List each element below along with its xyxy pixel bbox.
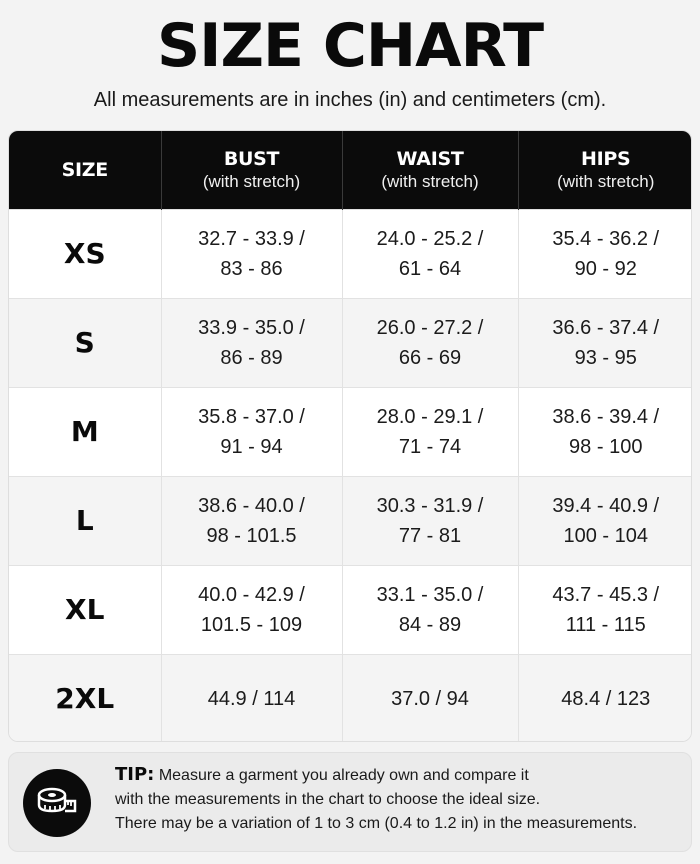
waist-inches: 33.1 - 35.0 / bbox=[376, 583, 484, 606]
hips-inches: 36.6 - 37.4 / bbox=[552, 316, 660, 339]
bust-cell bbox=[161, 209, 342, 298]
size-label: L bbox=[9, 476, 161, 565]
header-hips-label: HIPS bbox=[581, 147, 631, 170]
hips-cell bbox=[518, 298, 692, 387]
table-row bbox=[9, 654, 692, 742]
tip-line-3: There may be a variation of 1 to 3 cm (0.4 to 1.2 in) in the measurements. bbox=[115, 815, 638, 832]
waist-cm: 84 - 89 bbox=[398, 613, 462, 636]
bust-value: 44.9 / 114 bbox=[207, 687, 296, 710]
tip-box bbox=[8, 752, 692, 852]
tip-line-2: with the measurements in the chart to choose the ideal size. bbox=[115, 791, 541, 808]
hips-cell bbox=[518, 209, 692, 298]
header-waist bbox=[342, 131, 518, 209]
hips-value: 48.4 / 123 bbox=[561, 687, 651, 710]
waist-inches: 30.3 - 31.9 / bbox=[376, 494, 484, 517]
page-title: SIZE CHART bbox=[156, 11, 544, 81]
bust-cell bbox=[161, 476, 342, 565]
bust-cell bbox=[161, 654, 342, 742]
bust-cell bbox=[161, 387, 342, 476]
size-label: XS bbox=[9, 209, 161, 298]
hips-cm: 98 - 100 bbox=[569, 435, 643, 458]
size-label: M bbox=[9, 387, 161, 476]
hips-cell bbox=[518, 476, 692, 565]
bust-cell bbox=[161, 565, 342, 654]
bust-cell bbox=[161, 298, 342, 387]
header-bust-sub: (with stretch) bbox=[202, 171, 301, 191]
hips-cm: 100 - 104 bbox=[563, 524, 648, 547]
size-label: S bbox=[9, 298, 161, 387]
waist-cell bbox=[342, 387, 518, 476]
header-waist-label: WAIST bbox=[396, 147, 464, 170]
hips-inches: 38.6 - 39.4 / bbox=[552, 405, 660, 428]
size-chart-table bbox=[9, 131, 692, 742]
waist-cell bbox=[342, 476, 518, 565]
waist-inches: 24.0 - 25.2 / bbox=[376, 227, 484, 250]
hips-cm: 93 - 95 bbox=[574, 346, 637, 369]
page-subtitle: All measurements are in inches (in) and centimeters (cm). bbox=[93, 89, 607, 111]
tip-line-1-text: Measure a garment you already own and compare it bbox=[158, 767, 529, 784]
measuring-tape-graphic bbox=[37, 785, 77, 821]
waist-cell bbox=[342, 654, 518, 742]
tip-label: TIP: bbox=[115, 764, 155, 785]
waist-cm: 71 - 74 bbox=[398, 435, 462, 458]
bust-cm: 98 - 101.5 bbox=[206, 524, 297, 547]
bust-inches: 33.9 - 35.0 / bbox=[198, 316, 305, 339]
hips-cell bbox=[518, 387, 692, 476]
waist-cell bbox=[342, 298, 518, 387]
bust-cm: 86 - 89 bbox=[220, 346, 283, 369]
header-bust-label: BUST bbox=[223, 147, 280, 170]
size-chart-table-container bbox=[8, 130, 692, 742]
size-label: XL bbox=[9, 565, 161, 654]
header-waist-sub: (with stretch) bbox=[381, 171, 479, 191]
header-size bbox=[9, 131, 161, 209]
waist-cell bbox=[342, 209, 518, 298]
bust-inches: 35.8 - 37.0 / bbox=[198, 405, 305, 428]
header-hips-sub: (with stretch) bbox=[557, 171, 655, 191]
waist-cm: 66 - 69 bbox=[398, 346, 462, 369]
hips-cm: 111 - 115 bbox=[565, 613, 646, 636]
table-row bbox=[9, 209, 692, 298]
measuring-tape-icon bbox=[23, 769, 91, 837]
header-size-label: SIZE bbox=[61, 158, 108, 181]
header-bust bbox=[161, 131, 342, 209]
table-row bbox=[9, 387, 692, 476]
hips-inches: 35.4 - 36.2 / bbox=[552, 227, 660, 250]
table-row bbox=[9, 476, 692, 565]
bust-cm: 83 - 86 bbox=[220, 257, 283, 280]
table-row bbox=[9, 565, 692, 654]
waist-value: 37.0 / 94 bbox=[391, 687, 469, 710]
waist-cell bbox=[342, 565, 518, 654]
waist-cm: 61 - 64 bbox=[398, 257, 462, 280]
tip-line-1 bbox=[115, 763, 685, 788]
waist-inches: 26.0 - 27.2 / bbox=[376, 316, 484, 339]
table-row bbox=[9, 298, 692, 387]
bust-inches: 38.6 - 40.0 / bbox=[198, 494, 305, 517]
bust-cm: 101.5 - 109 bbox=[200, 613, 303, 636]
size-label: 2XL bbox=[9, 654, 161, 742]
waist-inches: 28.0 - 29.1 / bbox=[376, 405, 484, 428]
hips-cell bbox=[518, 654, 692, 742]
table-header-row bbox=[9, 131, 692, 209]
hips-inches: 39.4 - 40.9 / bbox=[552, 494, 660, 517]
bust-inches: 32.7 - 33.9 / bbox=[198, 227, 305, 250]
hips-inches: 43.7 - 45.3 / bbox=[552, 583, 660, 606]
tip-text bbox=[115, 763, 685, 836]
bust-inches: 40.0 - 42.9 / bbox=[198, 583, 305, 606]
bust-cm: 91 - 94 bbox=[220, 435, 283, 458]
hips-cm: 90 - 92 bbox=[574, 257, 637, 280]
hips-cell bbox=[518, 565, 692, 654]
header-hips bbox=[518, 131, 692, 209]
waist-cm: 77 - 81 bbox=[398, 524, 462, 547]
